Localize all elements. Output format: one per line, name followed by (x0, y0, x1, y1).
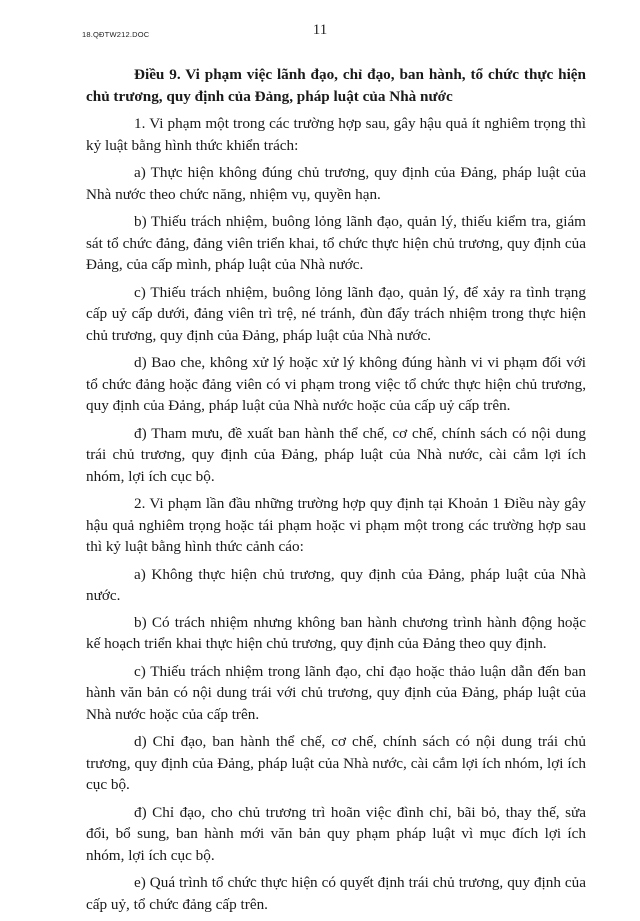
clause-2-item-a: a) Không thực hiện chủ trương, quy định của Đảng, pháp luật của Nhà nước. (86, 565, 586, 604)
clause-1-item-a: a) Thực hiện không đúng chủ trương, quy định của Đảng, pháp luật của Nhà nước theo chức năng, nhiệm vụ, quyền hạn. (86, 164, 586, 203)
clause-1-item-b: b) Thiếu trách nhiệm, buông lỏng lãnh đạo, quản lý, thiếu kiểm tra, giám sát tổ chức đảng, đảng viên triển khai, tổ chức thực hiện chủ trương, quy định của Đảng, của cấp mình, pháp luật của Nhà nước. (86, 213, 586, 273)
article-title: Điều 9. Vi phạm việc lãnh đạo, chỉ đạo, ban hành, tổ chức thực hiện chủ trương, quy định của Đảng, pháp luật của Nhà nước (86, 66, 586, 105)
clause-2-intro: 2. Vi phạm lần đầu những trường hợp quy định tại Khoản 1 Điều này gây hậu quả nghiêm trọng hoặc tái phạm hoặc vi phạm một trong các trường hợp sau thì kỷ luật bằng hình thức cảnh cáo: (86, 495, 586, 555)
document-body (86, 64, 586, 921)
document-file-name: 18.QĐTW212.DOC (82, 30, 150, 39)
clause-2-item-dd: đ) Chỉ đạo, cho chủ trương trì hoãn việc đình chỉ, bãi bỏ, thay thế, sửa đổi, bổ sung, ban hành mới văn bản quy phạm pháp luật vì mục đích lợi ích nhóm, lợi ích cục bộ. (86, 803, 586, 864)
clause-1-item-dd: đ) Tham mưu, đề xuất ban hành thể chế, cơ chế, chính sách có nội dung trái chủ trương, quy định của Đảng, pháp luật của Nhà nước, cài cắm lợi ích nhóm, lợi ích cục bộ. (86, 424, 586, 485)
clause-2-item-d: d) Chỉ đạo, ban hành thể chế, cơ chế, chính sách có nội dung trái chủ trương, quy định của Đảng, pháp luật của Nhà nước, cài cắm lợi ích nhóm, lợi ích cục bộ. (86, 733, 586, 793)
clause-2-item-e: e) Quá trình tổ chức thực hiện có quyết định trái chủ trương, quy định của cấp uỷ, tổ chức đảng cấp trên. (86, 874, 586, 913)
page-number: 11 (312, 22, 328, 38)
clause-2-item-b: b) Có trách nhiệm nhưng không ban hành chương trình hành động hoặc kế hoạch triển khai thực hiện chủ trương, quy định của Đảng theo quy định. (86, 613, 586, 652)
clause-2-item-c: c) Thiếu trách nhiệm trong lãnh đạo, chỉ đạo hoặc thảo luận dẫn đến ban hành văn bản có nội dung trái với chủ trương, quy định của Đảng, pháp luật của Nhà nước hoặc của cấp trên. (86, 662, 586, 723)
clause-1-item-c: c) Thiếu trách nhiệm, buông lỏng lãnh đạo, quản lý, để xảy ra tình trạng cấp uỷ cấp dưới, đảng viên trì trệ, né tránh, đùn đẩy trách nhiệm trong thực hiện chủ trương, quy định của Đảng, pháp luật của Nhà nước. (86, 283, 586, 344)
clause-1-intro: 1. Vi phạm một trong các trường hợp sau, gây hậu quả ít nghiêm trọng thì kỷ luật bằng hình thức khiển trách: (86, 115, 586, 154)
clause-1-item-d: d) Bao che, không xử lý hoặc xử lý không đúng hành vi vi phạm đối với tổ chức đảng hoặc đảng viên có vi phạm trong việc tổ chức thực hiện chủ trương, quy định của Đảng, pháp luật của Nhà nước hoặc của cấp uỷ cấp trên. (86, 354, 586, 414)
